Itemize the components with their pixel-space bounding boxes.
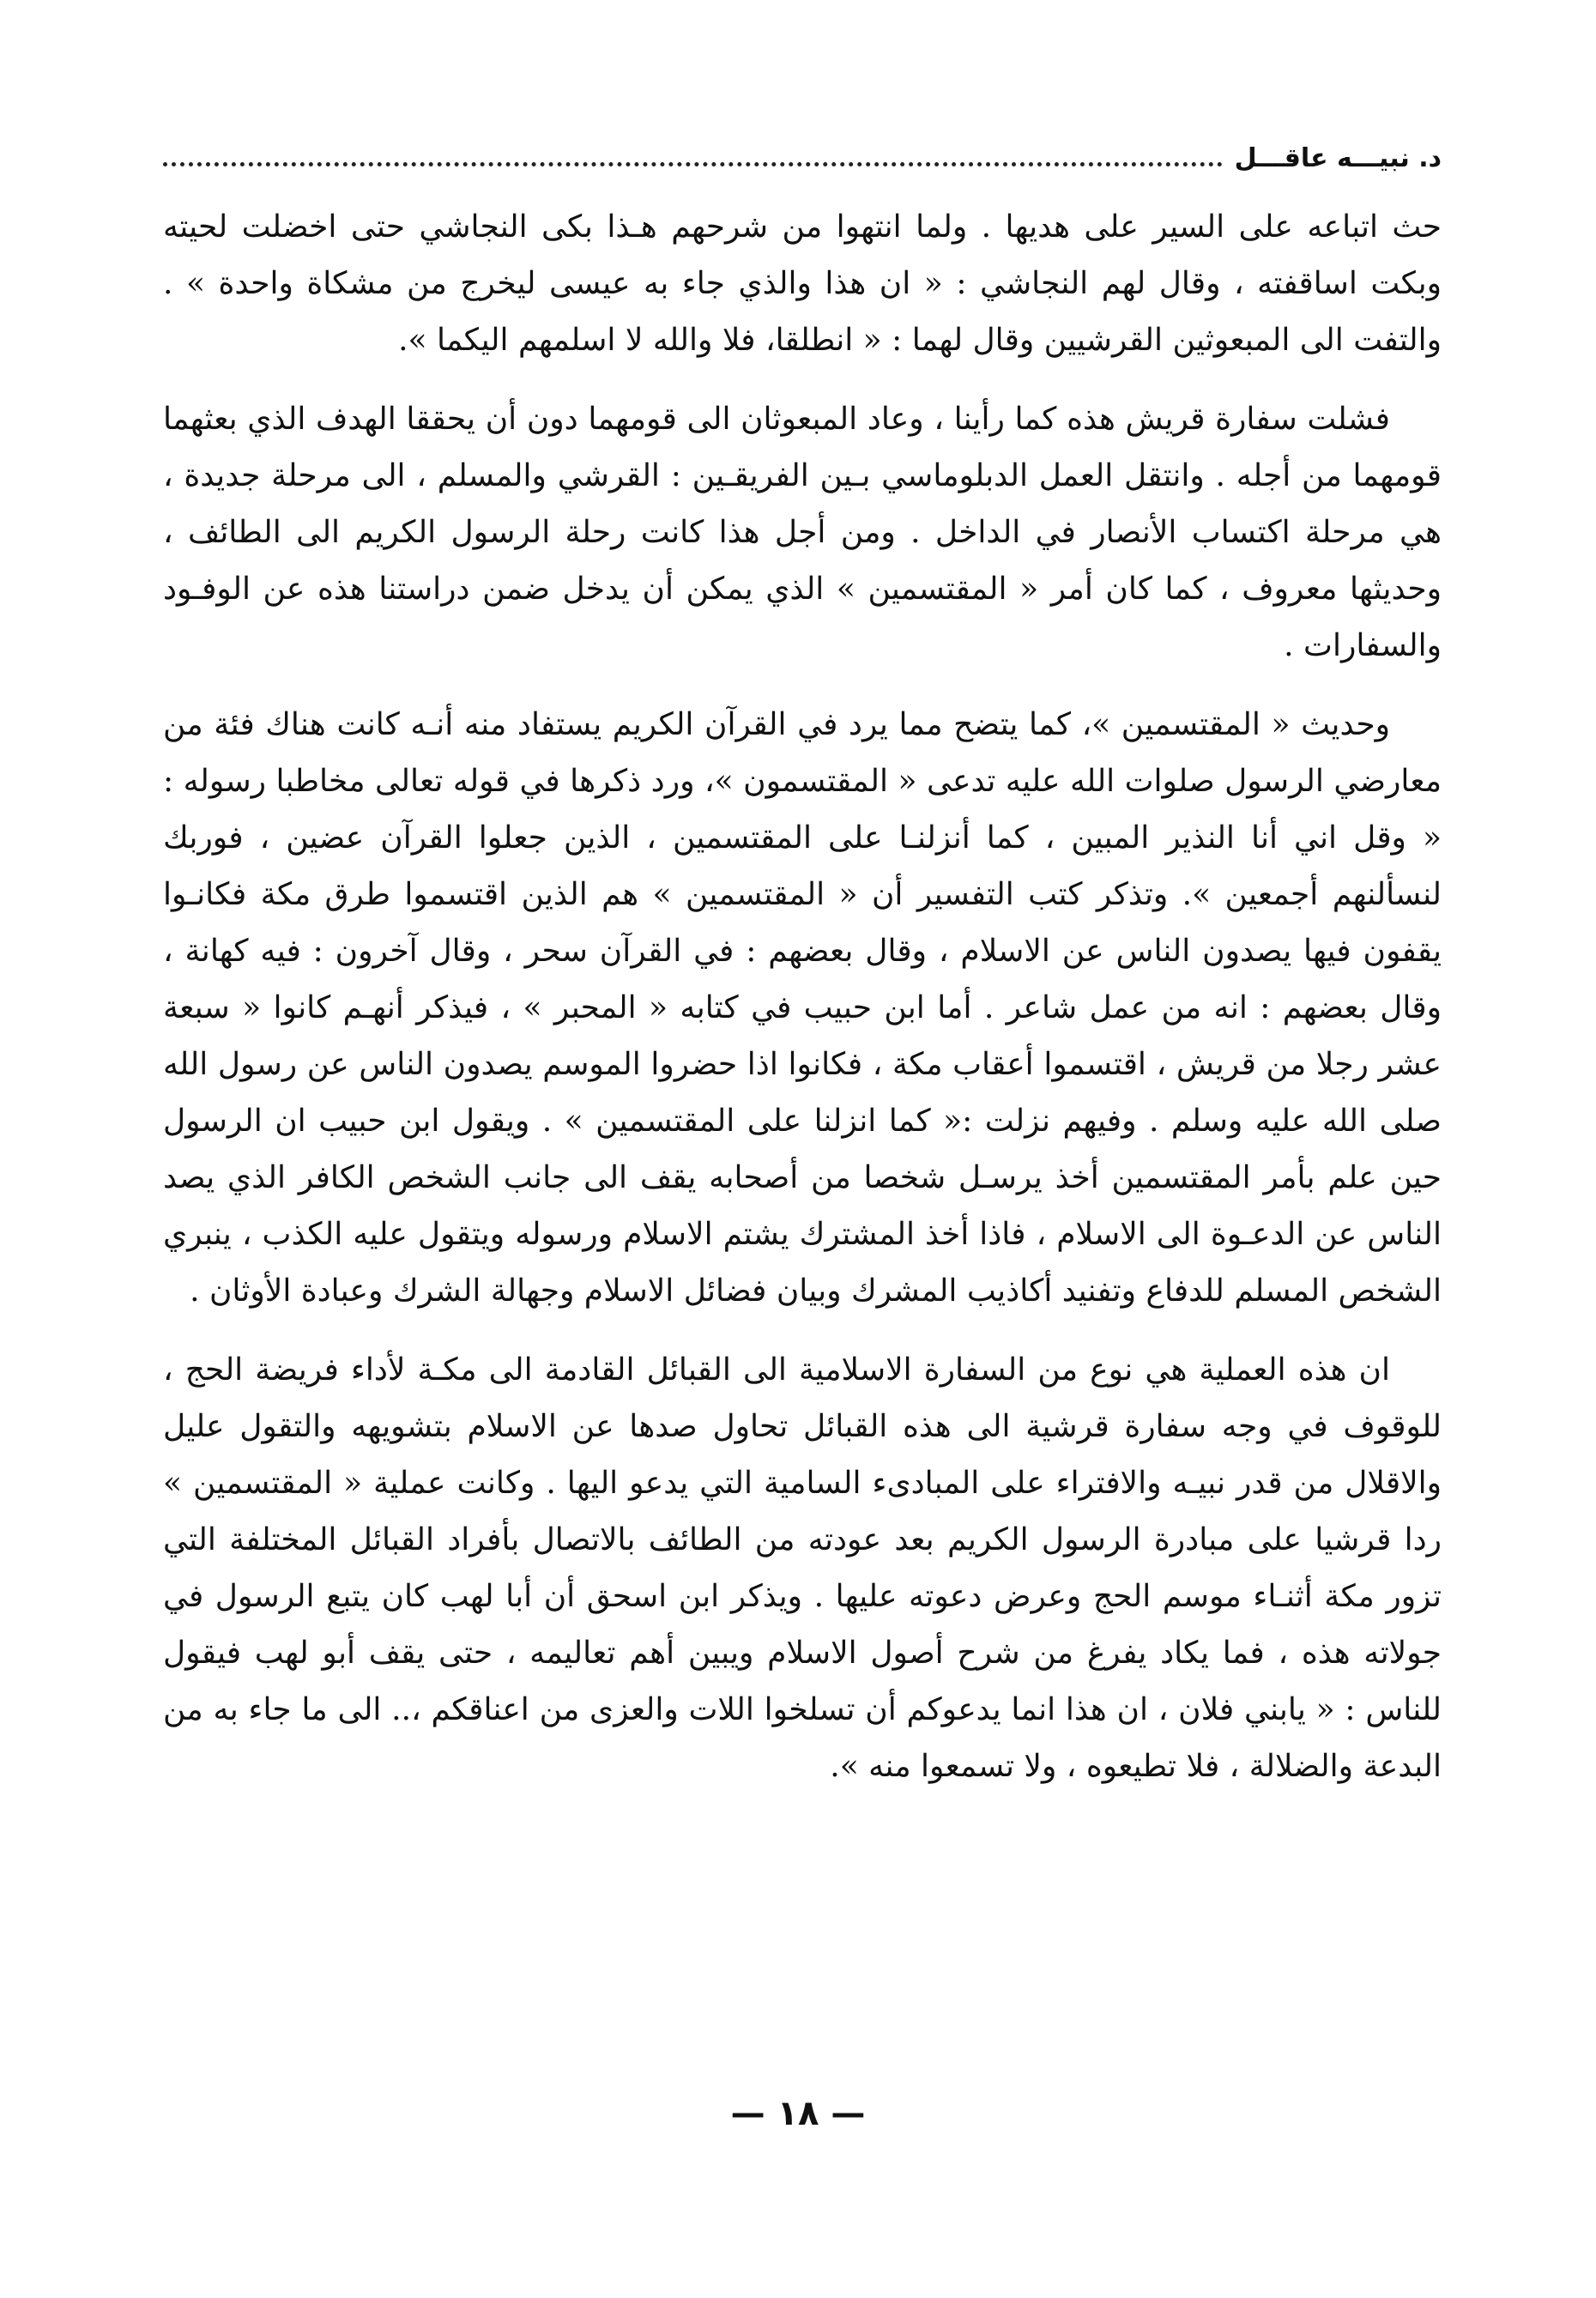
- paragraph-4: ان هذه العملية هي نوع من السفارة الاسلامية الى القبائل القادمة الى مكـة لأداء فريضة الحج ، للوقوف في وجه سفارة قرشية الى هذه القبائل تحاول صدها عن الاسلام بتشويهه والتقول عليل والاقلال من قدر نبيـه والافتراء على المبادىء السامية التي يدعو اليها . وكانت عملية « المقتسمين » ردا قرشيا على مبادرة الرسول الكريم بعد عودته من الطائف بالاتصال بأفراد القبائل المختلفة التي تزور مكة أثنـاء موسم الحج وعرض دعوته عليها . ويذكر ابن اسحق أن أبا لهب كان يتبع الرسول في جولاته هذه ، فما يكاد يفرغ من شرح أصول الاسلام ويبين أهم تعاليمه ، حتى يقف أبو لهب فيقول للناس : « يابني فلان ، ان هذا انما يدعوكم أن تسلخوا اللات والعزى من اعناقكم ،.. الى ما جاء به من البدعة والضلالة ، فلا تطيعوه ، ولا تسمعوا منه ».: [163, 1352, 1442, 1784]
- running-header: [163, 129, 1442, 172]
- paragraph-3: وحديث « المقتسمين »، كما يتضح مما يرد في القرآن الكريم يستفاد منه أنـه كانت هناك فئة من معارضي الرسول صلوات الله عليه تدعى « المقتسمون »، ورد ذكرها في قوله تعالى مخاطبا رسوله : « وقل اني أنا النذير المبين ، كما أنزلنـا على المقتسمين ، الذين جعلوا القرآن عضين ، فوربك لنسألنهم أجمعين ». وتذكر كتب التفسير أن « المقتسمين » هم الذين اقتسموا طرق مكة فكانـوا يقفون فيها يصدون الناس عن الاسلام ، وقال بعضهم : في القرآن سحر ، وقال آخرون : فيه كهانة ، وقال بعضهم : انه من عمل شاعر . أما ابن حبيب في كتابه « المحبر » ، فيذكر أنهـم كانوا « سبعة عشر رجلا من قريش ، اقتسموا أعقاب مكة ، فكانوا اذا حضروا الموسم يصدون الناس عن رسول الله صلى الله عليه وسلم . وفيهم نزلت :« كما انزلنا على المقتسمين » . ويقول ابن حبيب ان الرسول حين علم بأمر المقتسمين أخذ يرسـل شخصا من أصحابه يقف الى جانب الشخص الكافر الذي يصد الناس عن الدعـوة الى الاسلام ، فاذا أخذ المشترك يشتم الاسلام ورسوله ويتقول عليه الكذب ، ينبري الشخص المسلم للدفاع وتفنيد أكاذيب المشرك وبيان فضائل الاسلام وجهالة الشرك وعبادة الأوثان .: [163, 707, 1442, 1309]
- paragraph-1: حث اتباعه على السير على هديها . ولما انتهوا من شرحهم هـذا بكى النجاشي حتى اخضلت لحيته وبكت اساقفته ، وقال لهم النجاشي : « ان هذا والذي جاء به عيسى ليخرج من مشكاة واحدة » . والتفت الى المبعوثين القرشيين وقال لهما : « انطلقا، فلا والله لا اسلمهم اليكما ».: [163, 209, 1442, 358]
- page-number: — ١٨ —: [730, 2094, 866, 2133]
- header-author: د. نبيـــه عاقـــل: [1234, 143, 1442, 173]
- header-dotted-leader: [163, 162, 1223, 166]
- body-text: [163, 199, 1442, 1817]
- paragraph-2: فشلت سفارة قريش هذه كما رأينا ، وعاد المبعوثان الى قومهما دون أن يحققا الهدف الذي بعثهما قومهما من أجله . وانتقل العمل الدبلوماسي بـين الفريقـين : القرشي والمسلم ، الى مرحلة جديدة ، هي مرحلة اكتساب الأنصار في الداخل . ومن أجل هذا كانت رحلة الرسول الكريم الى الطائف ، وحديثها معروف ، كما كان أمر « المقتسمين » الذي يمكن أن يدخل ضمن دراستنا هذه عن الوفـود والسفارات .: [163, 402, 1442, 663]
